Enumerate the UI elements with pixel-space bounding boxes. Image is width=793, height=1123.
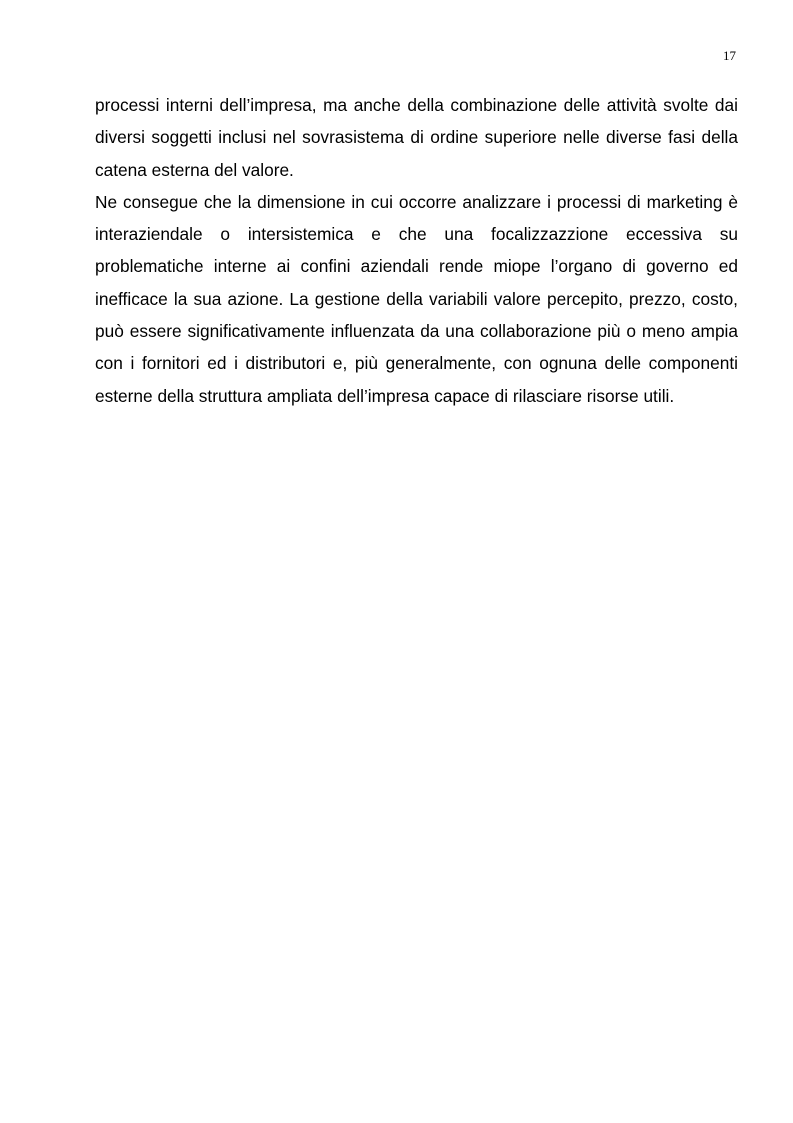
page-number: 17: [723, 48, 736, 63]
paragraph-1: processi interni dell’impresa, ma anche della combinazione delle attività svolte dai diversi soggetti inclusi nel sovrasistema di ordine superiore nelle diverse fasi della catena esterna del valore.: [95, 95, 738, 180]
paragraph-2: Ne consegue che la dimensione in cui occorre analizzare i processi di marketing è interaziendale o intersistemica e che una focalizzazzione eccessiva su problematiche interne ai confini aziendali rende miope l’organo di governo ed inefficace la sua azione. La gestione della variabili valore percepito, prezzo, costo, può essere significativamente influenzata da una collaborazione più o meno ampia con i fornitori ed i distributori e, più generalmente, con ognuna delle componenti esterne della struttura ampliata dell’impresa capace di rilasciare risorse utili.: [95, 191, 738, 406]
body-text: [95, 89, 738, 412]
